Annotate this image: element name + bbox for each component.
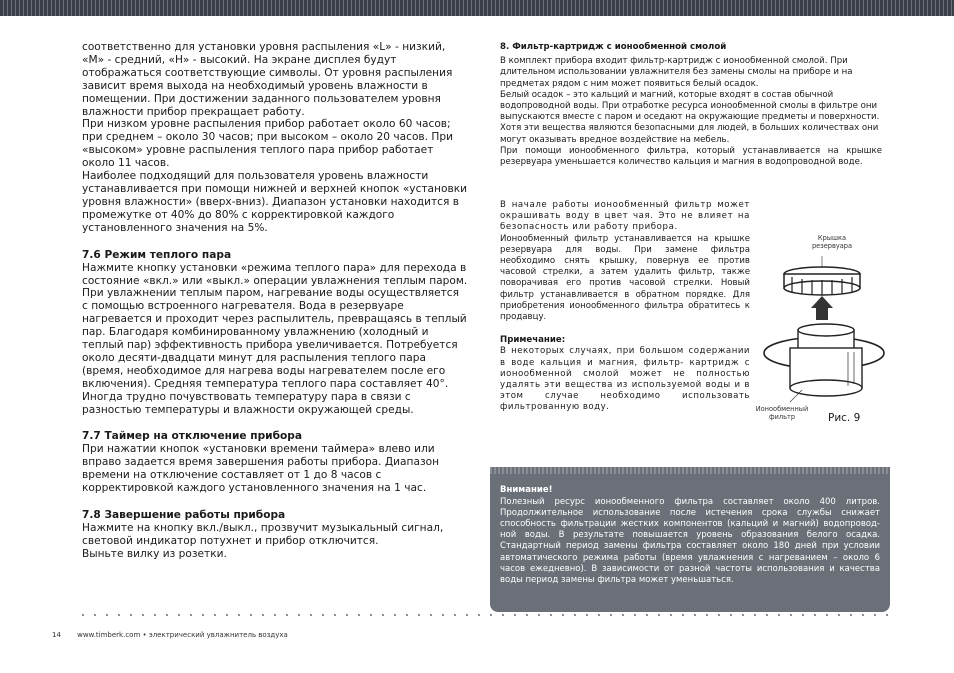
left-column [82,41,468,561]
filter-instructions [500,200,750,414]
filter-figure [755,232,892,432]
section-heading-7-6: 7.6 Режим теплого пара [82,248,232,261]
page-number: 14 [52,631,61,639]
paragraph: Нажмите на кнопку вкл./выкл., прозвучит музыкальный сигнал, световой индикатор потухнет и прибор отключится. [82,522,444,547]
paragraph: соответственно для установки уровня распыления «L» - низкий, «M» - средний, «H» - высокий. На экране дисплея будут отображаться соответствующие символы. От уровня распыления зависит время выхода на необходимый уровень влажности в помещении. При достижении заданного пользователем уровня влажности прибор прекращает работу. [82,41,453,118]
note-text: В некоторых случаях, при большом содержании в воде кальция и магния, фильтр- картридж с ионообменной смолой может не полностью удалять эти вещества из используемой воды и в этом случае необходимо использовать фильтрованную воду. [500,346,750,413]
paragraph: Белый осадок – это кальций и магний, которые входят в состав обычной водопроводной воды. При отработке ресурса ионообменной смолы в фильтре они выпускаются вместе с паром и оседают на окружающие предметы и поверхности. [500,89,880,123]
paragraph: Хотя эти вещества являются безопасными для людей, в больших количествах они могут оказывать вредное воздействие на мебель. [500,123,879,145]
filter-label: Ионообменный фильтр [755,405,809,421]
paragraph: При нажатии кнопок «установки времени таймера» влево или вправо задается время завершения работы прибора. Диапазон времени на отключение составляет от 1 до 8 часов с корректировкой каждого установленного значения на 1 час. [82,443,440,495]
note-heading: Примечание: [500,335,566,346]
paragraph: В комплект прибора входит фильтр-картридж с ионообменной смолой. При длительном использовании увлажнителя без замены смолы на приборе и на предметах рядом с ним может появиться белый осадок. [500,56,853,89]
section-heading-8: 8. Фильтр-картридж с ионообменной смолой [500,42,727,52]
warning-box [490,467,890,612]
lid-label: Крышка резервуара [811,234,853,250]
paragraph: При помощи ионообменного фильтра, который устанавливается на крышке резервуара уменьшается количество кальция и магния в водопроводной воде. [500,145,882,168]
paragraph: Выньте вилку из розетки. [82,547,227,560]
section-heading-7-8: 7.8 Завершение работы прибора [82,509,286,522]
top-decorative-bar [0,0,954,16]
figure-number: Рис. 9 [828,412,861,424]
paragraph: Наиболее подходящий для пользователя уровень влажности устанавливается при помощи нижней и верхней кнопок «установки уровня влажности» (вверх-вниз). Диапазон установки находится в промежутке от 40% до 80% с корректировкой каждого установленного значения на 5%. [82,170,467,234]
paragraph: В начале работы ионообменный фильтр может окрашивать воду в цвет чая. Это не влияет на безопасность или работу прибора. [500,200,750,233]
right-column-top [500,42,882,168]
footer-text: www.timberk.com • электрический увлажнитель воздуха [77,631,288,639]
paragraph: Нажмите кнопку установки «режима теплого пара» для перехода в состояние «вкл.» или «выкл.» операции увлажнения теплым паром. При увлажнении теплым паром, нагревание воды осуществляется с помощью встроенного нагревателя. Вода в резервуаре нагревается и проходит через распылитель, превращаясь в теплый пар. Благодаря комбинированному увлажнению (холодный и теплый пар) эффективность прибора увеличивается. Потребуется около десяти-двадцати минут для распыления теплого пара (время, необходимое для нагрева воды нагревателем после его включения). Средняя температура теплого пара составляет 40°. Иногда трудно почувствовать температуру пара в связи с разностью температуры и влажности окружающей среды. [82,261,468,416]
paragraph: Ионообменный фильтр устанавливается на крышке резервуара для воды. При замене фильтра необходимо снять крышку, повернув ее против часовой стрелки, а затем удалить фильтр, также поворачивая его против часовой стрелки. Новый фильтр устанавливается в обратном порядке. Для приобретения ионообменного фильтра обратитесь к продавцу. [500,233,750,323]
warning-strip [490,467,890,474]
paragraph: При низком уровне распыления прибор работает около 60 часов; при среднем – около 30 часов; при высоком – около 20 часов. При «высоком» уровне распыления теплого пара прибор работает около 11 часов. [82,118,453,170]
footer [52,631,288,639]
section-heading-7-7: 7.7 Таймер на отключение прибора [82,430,302,443]
filter-illustration [762,232,892,432]
warning-title: Внимание! [500,485,553,495]
footer-divider [82,614,890,616]
warning-text: Полезный ресурс ионообменного фильтра составляет около 400 литров. Продолжительное использование после истечения срока службы снижает способность фильтрации жестких компонентов (кальций и магний) водопровод- ной воды. В результате повышается уровень образования белого осадка. Стандартный период замены фильтра составляет около 180 дней при условии автоматического режима работы (время увлажнения с нагреванием – около 6 часов ежедневно). В зависимости от разной частоты использования и качества воды период замены фильтра может уменьшаться. [500,497,880,585]
